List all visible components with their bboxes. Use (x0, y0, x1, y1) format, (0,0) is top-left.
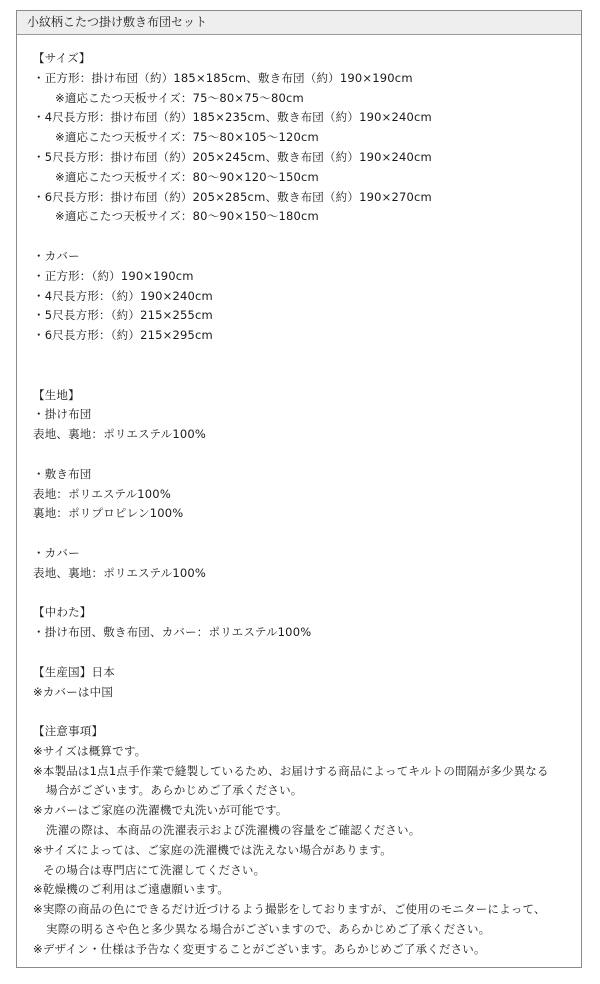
spec-line: ※適応こたつ天板サイズ：80～90×120～150cm (55, 169, 319, 184)
spec-line: ・正方形：（約）190×190cm (33, 268, 194, 283)
spec-line: ・カバー (33, 545, 80, 560)
spec-line: ・掛け布団 (33, 407, 92, 422)
blank-line (33, 702, 581, 722)
spec-text-body (17, 35, 581, 960)
spec-line: ※実際の商品の色にできるだけ近づけるよう撮影をしておりますが、ご使用のモニターによって、 (33, 902, 546, 917)
spec-line: 表地：ポリエステル100% (33, 486, 171, 501)
spec-line: ※本製品は1点1点手作業で縫製しているため、お届けする商品によってキルトの間隔が多少異なる (33, 763, 549, 778)
spec-line: 洗濯の際は、本商品の洗濯表示および洗濯機の容量をご確認ください。 (46, 823, 421, 838)
spec-line: ※カバーはご家庭の洗濯機で丸洗いが可能です。 (33, 803, 288, 818)
spec-line: 【サイズ】 (33, 51, 91, 65)
spec-line: ・4尺長方形：（約）190×240cm (33, 288, 213, 303)
spec-line: ・カバー (33, 248, 80, 263)
blank-line (33, 643, 581, 663)
spec-line: 表地、裏地：ポリエステル100% (33, 427, 207, 442)
spec-line: 【注意事項】 (33, 724, 104, 739)
spec-line: ※サイズによっては、ご家庭の洗濯機では洗えない場合があります。 (33, 842, 392, 857)
spec-panel (16, 10, 582, 968)
spec-line: ・4尺長方形：掛け布団（約）185×235cm、敷き布団（約）190×240cm (33, 110, 432, 125)
spec-line: ※デザイン・仕様は予告なく変更することがございます。あらかじめご了承ください。 (33, 941, 486, 956)
spec-line: ・掛け布団、敷き布団、カバー：ポリエステル100% (33, 625, 312, 640)
blank-line (33, 227, 581, 247)
spec-line: ※サイズは概算です。 (33, 743, 147, 758)
spec-line: 表地、裏地：ポリエステル100% (33, 565, 207, 580)
spec-line: 場合がございます。あらかじめご了承ください。 (46, 783, 303, 798)
spec-line: ・6尺長方形：掛け布団（約）205×285cm、敷き布団（約）190×270cm (33, 189, 432, 204)
blank-line (33, 366, 581, 386)
blank-line (33, 584, 581, 604)
spec-line: ・5尺長方形：掛け布団（約）205×245cm、敷き布団（約）190×240cm (33, 149, 432, 164)
spec-line: 【生地】 (33, 387, 80, 402)
blank-line (33, 346, 581, 366)
spec-line: 裏地：ポリプロピレン100% (33, 506, 184, 521)
spec-line: ※乾燥機のご利用はご遠慮願います。 (33, 882, 230, 897)
spec-line: ※適応こたつ天板サイズ：75～80×105～120cm (55, 130, 319, 145)
spec-line: 【生産国】日本 (33, 664, 115, 679)
spec-line: ※適応こたつ天板サイズ：75～80×75～80cm (55, 90, 304, 105)
spec-line: ※適応こたつ天板サイズ：80～90×150～180cm (55, 209, 319, 224)
blank-line (33, 524, 581, 544)
spec-line: 実際の明るさや色と多少異なる場合がございますので、あらかじめご了承ください。 (46, 922, 491, 937)
spec-line: ・敷き布団 (33, 466, 92, 481)
spec-line: 【中わた】 (33, 605, 92, 620)
blank-line (33, 445, 581, 465)
spec-line: ・正方形：掛け布団（約）185×185cm、敷き布団（約）190×190cm (33, 70, 413, 85)
spec-line: ※カバーは中国 (33, 684, 114, 699)
spec-line: その場合は専門店にて洗濯してください。 (43, 862, 266, 877)
panel-title: 小紋柄こたつ掛け敷き布団セット (17, 11, 581, 35)
spec-line: ・6尺長方形：（約）215×295cm (33, 328, 213, 343)
spec-line: ・5尺長方形：（約）215×255cm (33, 308, 213, 323)
